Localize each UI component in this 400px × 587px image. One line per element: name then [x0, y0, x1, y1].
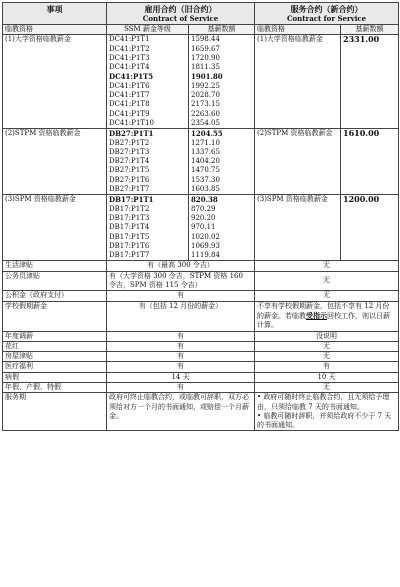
salary-amount: 1337.65	[189, 148, 255, 157]
row-label: 年度调薪	[3, 331, 107, 341]
ssm-grade: DC41:P1T2	[107, 45, 189, 54]
new-value: 无	[255, 271, 399, 291]
group-label: (2)STPM 资格临教薪金	[3, 129, 107, 195]
row-provident	[3, 291, 399, 301]
new-value	[255, 393, 399, 431]
group-label: (3)SPM 资格临教薪金	[3, 195, 107, 261]
new-value: 无	[255, 352, 399, 362]
subheader-new-item: 临教资格	[255, 25, 341, 35]
ssm-grade: DC41:P1T3	[107, 54, 189, 63]
ssm-grade: DC41:P1T1	[107, 35, 189, 45]
table-row	[3, 35, 399, 45]
salary-amount: 1992.25	[189, 82, 255, 91]
old-value: 有	[107, 362, 255, 372]
ssm-grade: DC41:P1T10	[107, 119, 189, 129]
old-value: 有	[107, 341, 255, 351]
row-holiday-pay	[3, 301, 399, 331]
header-old-zh: 雇用合约（旧合约）	[144, 4, 217, 14]
salary-amount: 2173.15	[189, 100, 255, 109]
new-value: 10 天	[255, 372, 399, 382]
row-label: 医疗福利	[3, 362, 107, 372]
new-salary-amount: 2331.00	[341, 35, 399, 129]
salary-amount: 1204.55	[189, 129, 255, 139]
new-group-label: (3)SPM 资格临教薪金	[255, 195, 341, 261]
salary-amount: 2354.05	[189, 119, 255, 129]
row-label: 服务期	[3, 393, 107, 431]
row-living-allowance	[3, 261, 399, 271]
old-value: 有（最高 300 令吉）	[107, 261, 255, 271]
new-value: 无	[255, 261, 399, 271]
header-row	[3, 3, 399, 25]
row-medical	[3, 362, 399, 372]
new-value-part: 不享有学校假期薪金，包括不享有 12 月份的薪金。若临教	[257, 301, 390, 320]
table-row	[3, 129, 399, 139]
ssm-grade: DB27:P1T4	[107, 157, 189, 166]
salary-amount: 1069.93	[189, 242, 255, 251]
salary-amount: 1119.84	[189, 251, 255, 261]
row-label: 年假、产假、特假	[3, 382, 107, 392]
old-value: 有（大学资格 300 令吉，STPM 资格 160 令吉，SPM 资格 115 令吉）	[107, 271, 255, 291]
new-value-part: 回校工作，则以日薪计算。	[257, 311, 391, 330]
ssm-grade: DB27:P1T6	[107, 176, 189, 185]
new-value: 无	[255, 291, 399, 301]
group-label: (1)大学资格临教薪金	[3, 35, 107, 129]
salary-amount: 1901.80	[189, 72, 255, 81]
salary-amount: 820.38	[189, 195, 255, 205]
salary-amount: 870.29	[189, 205, 255, 214]
old-value: 有	[107, 352, 255, 362]
salary-amount: 1811.35	[189, 63, 255, 72]
row-label: 花红	[3, 341, 107, 351]
old-value: 政府可终止临教合约，或临教可辞职，双方必须给对方一个月的书面通知，或赔偿一个月薪金。	[107, 393, 255, 431]
subheader-row	[3, 25, 399, 35]
ssm-grade: DB27:P1T7	[107, 185, 189, 195]
new-value-point: • 临教可随时辞职，并须给政府不少于 7 天的书面通知。	[257, 411, 392, 430]
subheader-ssm: SSM 薪金等级	[107, 25, 189, 35]
old-value: 有	[107, 331, 255, 341]
ssm-grade: DB27:P1T5	[107, 166, 189, 175]
ssm-grade: DB27:P1T3	[107, 148, 189, 157]
header-new-zh: 服务合约（新合约）	[290, 4, 363, 14]
subheader-item: 临教资格	[3, 25, 107, 35]
ssm-grade: DB17:P1T4	[107, 223, 189, 232]
row-label: 学校假期薪金	[3, 301, 107, 331]
new-value: 无	[255, 341, 399, 351]
ssm-grade: DC41:P1T6	[107, 82, 189, 91]
contract-comparison-table	[2, 2, 399, 431]
old-value: 有（包括 12 月份的薪金）	[107, 301, 255, 331]
old-value: 14 天	[107, 372, 255, 382]
salary-amount: 2263.60	[189, 110, 255, 119]
header-new-contract	[255, 3, 399, 25]
row-service	[3, 393, 399, 431]
salary-amount: 970.11	[189, 223, 255, 232]
new-value: 有	[255, 362, 399, 372]
old-value: 有	[107, 291, 255, 301]
new-salary-amount: 1610.00	[341, 129, 399, 195]
row-housing	[3, 352, 399, 362]
ssm-grade: DB17:P1T7	[107, 251, 189, 261]
ssm-grade: DC41:P1T5	[107, 72, 189, 81]
salary-amount: 1598.44	[189, 35, 255, 45]
row-other-leave	[3, 382, 399, 392]
new-salary-amount: 1200.00	[341, 195, 399, 261]
row-label: 房屋津贴	[3, 352, 107, 362]
ssm-grade: DB27:P1T1	[107, 129, 189, 139]
salary-amount: 920.20	[189, 214, 255, 223]
new-group-label: (2)STPM 资格临教薪金	[255, 129, 341, 195]
ssm-grade: DC41:P1T8	[107, 100, 189, 109]
ssm-grade: DB27:P1T2	[107, 139, 189, 148]
salary-amount: 2028.70	[189, 91, 255, 100]
ssm-grade: DB17:P1T2	[107, 205, 189, 214]
header-new-en: Contract for Service	[286, 14, 367, 23]
new-value	[255, 301, 399, 331]
new-value-emphasis: 受指示	[306, 310, 328, 320]
header-item: 事项	[3, 3, 107, 25]
header-old-contract	[107, 3, 255, 25]
ssm-grade: DC41:P1T9	[107, 110, 189, 119]
salary-amount: 1720.90	[189, 54, 255, 63]
salary-amount: 1020.02	[189, 233, 255, 242]
row-label: 生活津贴	[3, 261, 107, 271]
row-label: 公积金（政府支付）	[3, 291, 107, 301]
new-value-point: • 政府可随时终止临教合约，且无须给予理由，只须给临教 7 天的书面通知。	[257, 393, 390, 411]
old-value: 有	[107, 382, 255, 392]
salary-amount: 1659.67	[189, 45, 255, 54]
row-sick-leave	[3, 372, 399, 382]
subheader-new-salary: 基薪数额	[341, 25, 399, 35]
new-group-label: (1)大学资格临教薪金	[255, 35, 341, 129]
row-label: 病假	[3, 372, 107, 382]
row-civil-allowance	[3, 271, 399, 291]
new-value: 无	[255, 382, 399, 392]
row-label: 公务员津贴	[3, 271, 107, 291]
salary-amount: 1404.20	[189, 157, 255, 166]
ssm-grade: DB17:P1T6	[107, 242, 189, 251]
salary-amount: 1271.10	[189, 139, 255, 148]
new-value: 没说明	[255, 331, 399, 341]
header-old-en: Contract of Service	[142, 14, 219, 23]
row-annual-raise	[3, 331, 399, 341]
ssm-grade: DB17:P1T5	[107, 233, 189, 242]
salary-amount: 1470.75	[189, 166, 255, 175]
ssm-grade: DB17:P1T1	[107, 195, 189, 205]
ssm-grade: DC41:P1T7	[107, 91, 189, 100]
ssm-grade: DC41:P1T4	[107, 63, 189, 72]
row-bonus	[3, 341, 399, 351]
subheader-salary: 基薪数额	[189, 25, 255, 35]
salary-amount: 1603.85	[189, 185, 255, 195]
ssm-grade: DB17:P1T3	[107, 214, 189, 223]
salary-amount: 1537.30	[189, 176, 255, 185]
table-row	[3, 195, 399, 205]
